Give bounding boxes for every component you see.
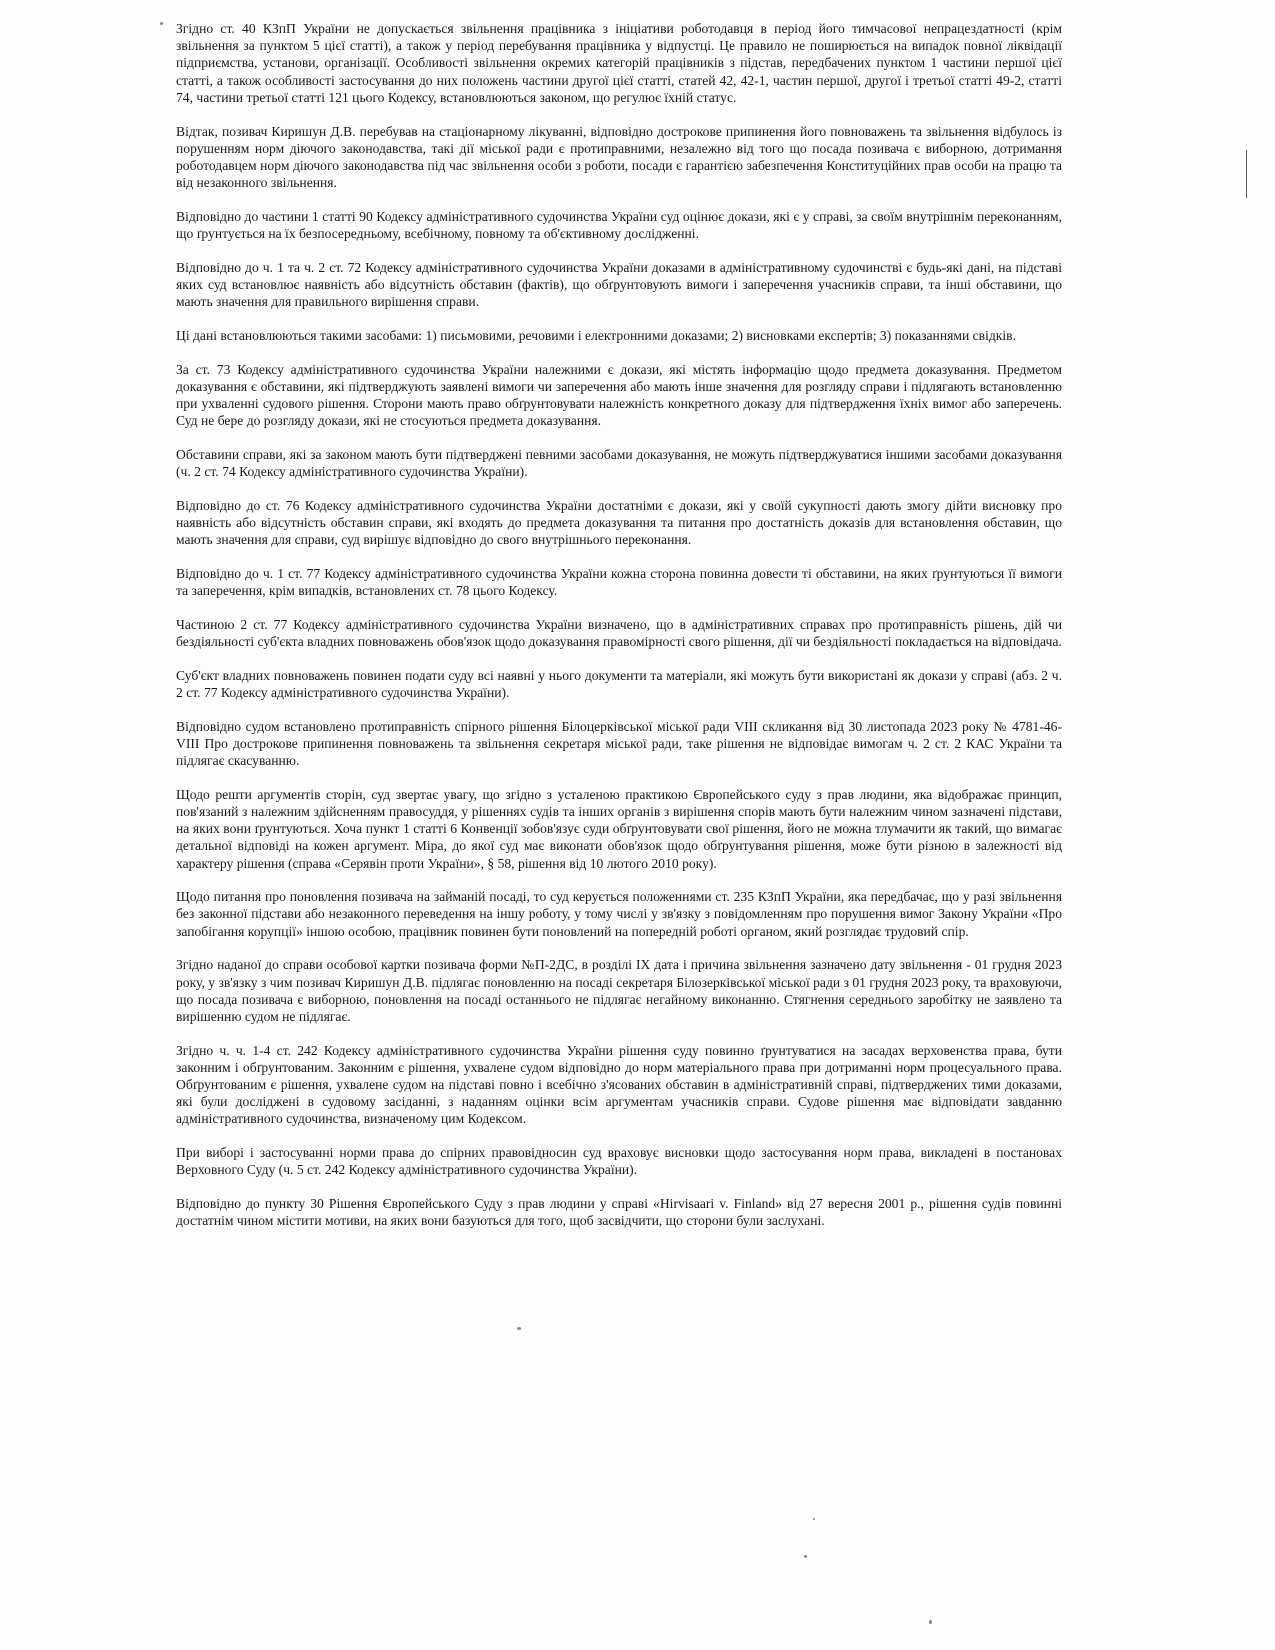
scan-speck	[929, 1620, 932, 1624]
scan-speck	[804, 1555, 807, 1558]
paragraph-supreme-court: При виборі і застосуванні норми права до спірних правовідносин суд враховує висновки щодо застосування норм права, викладені в постановах Верховного Суду (ч. 5 ст. 242 Кодексу адміністративного судочинства України).	[176, 1145, 1062, 1178]
scan-edge-mark	[1246, 150, 1247, 198]
paragraph-echr-practice: Щодо решти аргументів сторін, суд звертає увагу, що згідно з усталеною практикою Європейського суду з прав людини, яка відображає принцип, пов'язаний з належним здійсненням правосуддя, у рішеннях судів та інших органів з вирішення спорів мають бути належним чином зазначені підстави, на яких вони ґрунтуються. Хоча пункт 1 статті 6 Конвенції зобов'язує суди обґрунтовувати свої рішення, його не можна тлумачити як такий, що вимагає детальної відповіді на кожен аргумент. Міра, до якої суд має виконати обов'язок щодо обґрунтування рішення, може бути різною в залежності від характеру рішення (справа «Серявін проти України», § 58, рішення від 10 лютого 2010 року).	[176, 786, 1062, 871]
scan-speck	[517, 1327, 521, 1330]
paragraph-personal-card: Згідно наданої до справи особової картки позивача форми №П-2ДС, в розділі ІХ дата і причина звільнення зазначено дату звільнення - 01 грудня 2023 року, у зв'язку з чим позивач Киришун Д.В. підлягає поновленню на посаді секретаря Білозерківської міської ради з 01 грудня 2023 року, та враховуючи, що посада позивача є виборною, поновлення на посаді останнього не підлягає негайному виконанню. Стягнення середнього заробітку не заявлено та вирішенню судом не підлягає.	[176, 957, 1062, 1024]
scan-speck	[160, 22, 163, 25]
paragraph-art-73: За ст. 73 Кодексу адміністративного судочинства України належними є докази, які містять інформацію щодо предмета доказування. Предметом доказування є обставини, які підтверджують заявлені вимоги чи заперечення або мають інше значення для розгляду справи і підлягають встановленню при ухваленні судового рішення. Сторони мають право обґрунтовувати належність конкретного доказу для підтвердження їхніх вимог або заперечень. Суд не бере до розгляду докази, які не стосуються предмета доказування.	[176, 361, 1062, 429]
paragraph-art-77-part-1: Відповідно до ч. 1 ст. 77 Кодексу адміністративного судочинства України кожна сторона повинна довести ті обставини, на яких ґрунтуються її вимоги та заперечення, крім випадків, встановлених ст. 78 цього Кодексу.	[176, 565, 1062, 599]
paragraph-authority-documents: Суб'єкт владних повноважень повинен подати суду всі наявні у нього документи та матеріали, які можуть бути використані як докази у справі (абз. 2 ч. 2 ст. 77 Кодексу адміністративного судочинства України).	[176, 667, 1062, 700]
paragraph-art-72: Відповідно до ч. 1 та ч. 2 ст. 72 Кодексу адміністративного судочинства України доказами в адміністративному судочинстві є будь-які дані, на підставі яких суд встановлює наявність або відсутність обставин (фактів), що обґрунтовують вимоги і заперечення учасників справи, та інші обставини, що мають значення для правильного вирішення справи.	[176, 259, 1062, 310]
paragraph-art-90: Відповідно до частини 1 статті 90 Кодексу адміністративного судочинства України суд оцінює докази, які є у справі, за своїм внутрішнім переконанням, що ґрунтується на їх безпосередньому, всебічному, повному та об'єктивному дослідженні.	[176, 208, 1062, 242]
paragraph-art-74: Обставини справи, які за законом мають бути підтверджені певними засобами доказування, не можуть підтверджуватися іншими засобами доказування (ч. 2 ст. 74 Кодексу адміністративного судочинства України).	[176, 446, 1062, 480]
scan-speck	[813, 1518, 815, 1520]
paragraph-art-242: Згідно ч. ч. 1-4 ст. 242 Кодексу адміністративного судочинства України рішення суду повинно ґрунтуватися на засадах верховенства права, бути законним і обґрунтованим. Законним є рішення, ухвалене судом відповідно до норм матеріального права при дотриманні норм процесуального права. Обґрунтованим є рішення, ухвалене судом на підставі повно і всебічно з'ясованих обставин в адміністративній справі, підтверджених тими доказами, які були досліджені в судовому засіданні, з наданням оцінки всім аргументам учасників справи. Судове рішення має відповідати завданню адміністративного судочинства, визначеному цим Кодексом.	[176, 1042, 1062, 1127]
paragraph-art-76: Відповідно до ст. 76 Кодексу адміністративного судочинства України достатніми є докази, які у своїй сукупності дають змогу дійти висновку про наявність або відсутність обставин справи, які входять до предмета доказування та питання про достатність доказів для встановлення обставин, що мають значення для справи, суд вирішує відповідно до свого внутрішнього переконання.	[176, 497, 1062, 548]
paragraph-reinstatement: Щодо питання про поновлення позивача на займаній посаді, то суд керується положеннями ст. 235 КЗпП України, яка передбачає, що у разі звільнення без законної підстави або незаконного переведення на іншу роботу, у тому числі у зв'язку з повідомленням про порушення вимог Закону України «Про запобігання корупції» іншою особою, працівник повинен бути поновлений на попередній роботі органом, який розглядає трудовий спір.	[176, 889, 1062, 939]
paragraph-art-77-part-2: Частиною 2 ст. 77 Кодексу адміністративного судочинства України визначено, що в адміністративних справах про протиправність рішень, дій чи бездіяльності суб'єкта владних повноважень обов'язок щодо доказування правомірності свого рішення, дії чи бездіяльності покладається на відповідача.	[176, 616, 1062, 649]
document-body	[176, 20, 1062, 1246]
paragraph-decision-unlawful: Відповідно судом встановлено протиправність спірного рішення Білоцерківської міської ради VIII скликання від 30 листопада 2023 року № 4781-46-VIII Про дострокове припинення повноважень та звільнення секретаря міської ради, таке рішення не відповідає вимогам ч. 2 ст. 2 КАС України та підлягає скасуванню.	[176, 718, 1062, 768]
paragraph-hirvisaari: Відповідно до пункту 30 Рішення Європейського Суду з прав людини у справі «Hirvisaari v. Finland» від 27 вересня 2001 р., рішення судів повинні достатнім чином містити мотиви, на яких вони базуються для того, щоб засвідчити, що сторони були заслухані.	[176, 1196, 1062, 1229]
paragraph-evidence-means: Ці дані встановлюються такими засобами: 1) письмовими, речовими і електронними доказами; 2) висновками експертів; 3) показаннями свідків.	[176, 327, 1016, 343]
paragraph-art-40: Згідно ст. 40 КЗпП України не допускається звільнення працівника з ініціативи роботодавця в період його тимчасової непрацездатності (крім звільнення за пунктом 5 цієї статті), а також у період перебування працівника у відпустці. Це правило не поширюється на випадок повної ліквідації підприємства, установи, організації. Особливості звільнення окремих категорій працівників з підстав, передбачених пунктом 1 частини першої цієї статті, а також особливості застосування до них положень частини другої цієї статті, статей 42, 42-1, частин першої, другої і третьої статті 49-2, статті 74, частини третьої статті 121 цього Кодексу, встановлюються законом, що регулює їхній статус.	[176, 21, 1062, 105]
paragraph-plaintiff-treatment: Відтак, позивач Киришун Д.В. перебував на стаціонарному лікуванні, відповідно дострокове припинення його повноважень та звільнення відбулось із порушенням норм діючого законодавства, такі дії міської ради є протиправними, незалежно від того що посада позивача є виборною, дотримання роботодавцем норм діючого законодавства під час звільнення особи з роботи, посади є гарантією забезпечення Конституційних прав особи на працю та від незаконного звільнення.	[176, 123, 1062, 191]
